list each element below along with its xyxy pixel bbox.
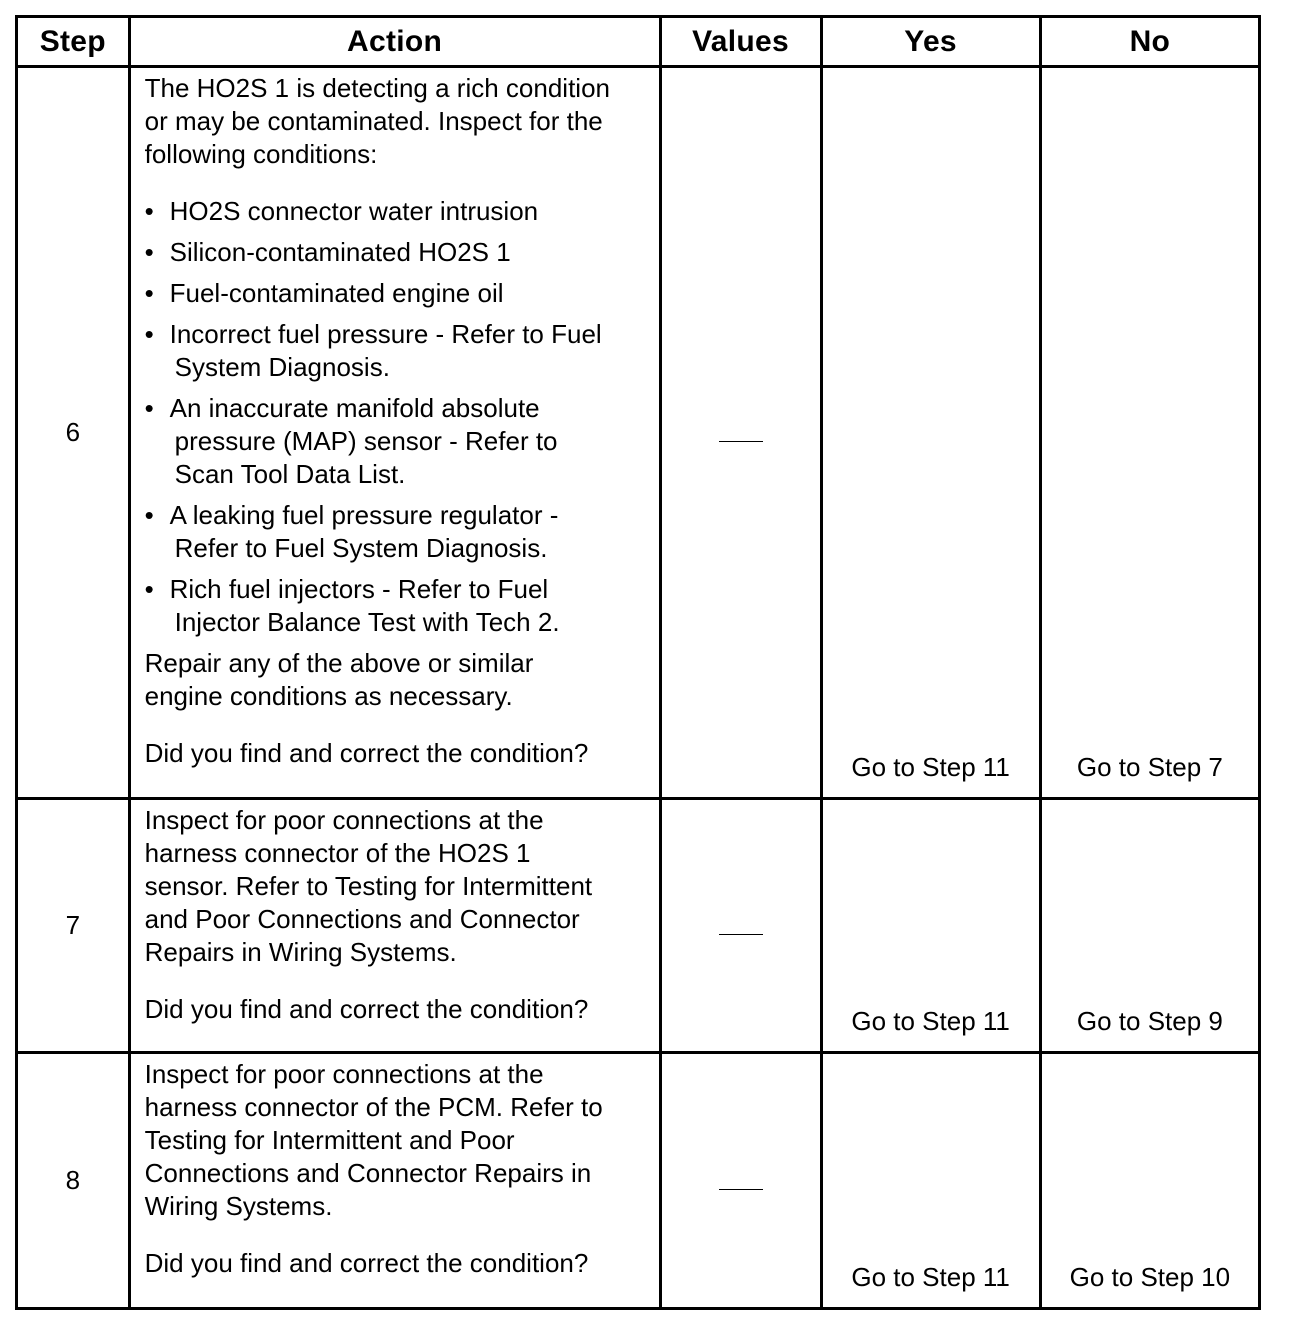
- action-cell: [129, 67, 660, 799]
- values-cell: [660, 799, 821, 1053]
- bullet-icon: •: [144, 393, 154, 423]
- table-row: [17, 799, 1260, 1053]
- action-line: following conditions:: [144, 139, 378, 169]
- step-number: 8: [17, 1053, 130, 1309]
- list-item-text-cont: Refer to Fuel System Diagnosis.: [174, 533, 548, 563]
- list-item: [145, 236, 651, 269]
- step-number: 7: [17, 799, 130, 1053]
- action-line: Testing for Intermittent and Poor: [144, 1125, 515, 1155]
- list-item: [145, 277, 651, 310]
- yes-result: Go to Step 11: [821, 1053, 1040, 1309]
- action-question: Did you find and correct the condition?: [144, 1248, 589, 1278]
- action-line: or may be contaminated. Inspect for the: [144, 106, 603, 136]
- action-line: and Poor Connections and Connector: [144, 904, 580, 934]
- yes-result: Go to Step 11: [821, 799, 1040, 1053]
- no-result: Go to Step 7: [1040, 67, 1259, 799]
- header-row: [17, 17, 1260, 67]
- dash-icon: [719, 934, 763, 935]
- action-line: harness connector of the PCM. Refer to: [144, 1092, 603, 1122]
- action-line: Repair any of the above or similar: [144, 648, 534, 678]
- bullet-icon: •: [144, 574, 154, 604]
- header-action: Action: [129, 17, 660, 67]
- list-item-text-cont: System Diagnosis.: [174, 352, 390, 382]
- action-line: Wiring Systems.: [144, 1191, 333, 1221]
- header-values: Values: [660, 17, 821, 67]
- dash-icon: [719, 441, 763, 442]
- action-question: Did you find and correct the condition?: [144, 738, 589, 768]
- action-line: engine conditions as necessary.: [144, 681, 513, 711]
- list-item-text: An inaccurate manifold absolute: [169, 393, 540, 423]
- bullet-icon: •: [144, 237, 154, 267]
- step-number: 6: [17, 67, 130, 799]
- header-no: No: [1040, 17, 1259, 67]
- condition-list: [145, 195, 651, 639]
- bullet-icon: •: [144, 319, 154, 349]
- list-item-text-cont: Scan Tool Data List.: [174, 459, 406, 489]
- no-result: Go to Step 9: [1040, 799, 1259, 1053]
- bullet-icon: •: [144, 500, 154, 530]
- list-item-text-cont: pressure (MAP) sensor - Refer to: [174, 426, 558, 456]
- list-item: [145, 318, 651, 384]
- table-row: [17, 1053, 1260, 1309]
- action-question: Did you find and correct the condition?: [144, 994, 589, 1024]
- header-yes: Yes: [821, 17, 1040, 67]
- action-line: The HO2S 1 is detecting a rich condition: [144, 73, 610, 103]
- list-item: [145, 573, 651, 639]
- action-line: Repairs in Wiring Systems.: [144, 937, 457, 967]
- list-item-text: Silicon-contaminated HO2S 1: [169, 237, 511, 267]
- table-row: [17, 67, 1260, 799]
- action-cell: [129, 799, 660, 1053]
- dash-icon: [719, 1189, 763, 1190]
- action-cell: [129, 1053, 660, 1309]
- action-line: Inspect for poor connections at the: [144, 805, 544, 835]
- no-result: Go to Step 10: [1040, 1053, 1259, 1309]
- bullet-icon: •: [144, 278, 154, 308]
- action-line: Connections and Connector Repairs in: [144, 1158, 592, 1188]
- list-item-text: A leaking fuel pressure regulator -: [169, 500, 559, 530]
- header-step: Step: [17, 17, 130, 67]
- list-item-text: Fuel-contaminated engine oil: [169, 278, 504, 308]
- action-line: harness connector of the HO2S 1: [144, 838, 531, 868]
- values-cell: [660, 1053, 821, 1309]
- diagnostic-table: [15, 15, 1261, 1310]
- list-item: [145, 392, 651, 491]
- list-item-text: Rich fuel injectors - Refer to Fuel: [169, 574, 549, 604]
- values-cell: [660, 67, 821, 799]
- action-line: Inspect for poor connections at the: [144, 1059, 544, 1089]
- list-item-text: Incorrect fuel pressure - Refer to Fuel: [169, 319, 602, 349]
- list-item: [145, 499, 651, 565]
- bullet-icon: •: [144, 196, 154, 226]
- list-item-text-cont: Injector Balance Test with Tech 2.: [174, 607, 560, 637]
- list-item: [145, 195, 651, 228]
- yes-result: Go to Step 11: [821, 67, 1040, 799]
- list-item-text: HO2S connector water intrusion: [169, 196, 539, 226]
- action-line: sensor. Refer to Testing for Intermittent: [144, 871, 593, 901]
